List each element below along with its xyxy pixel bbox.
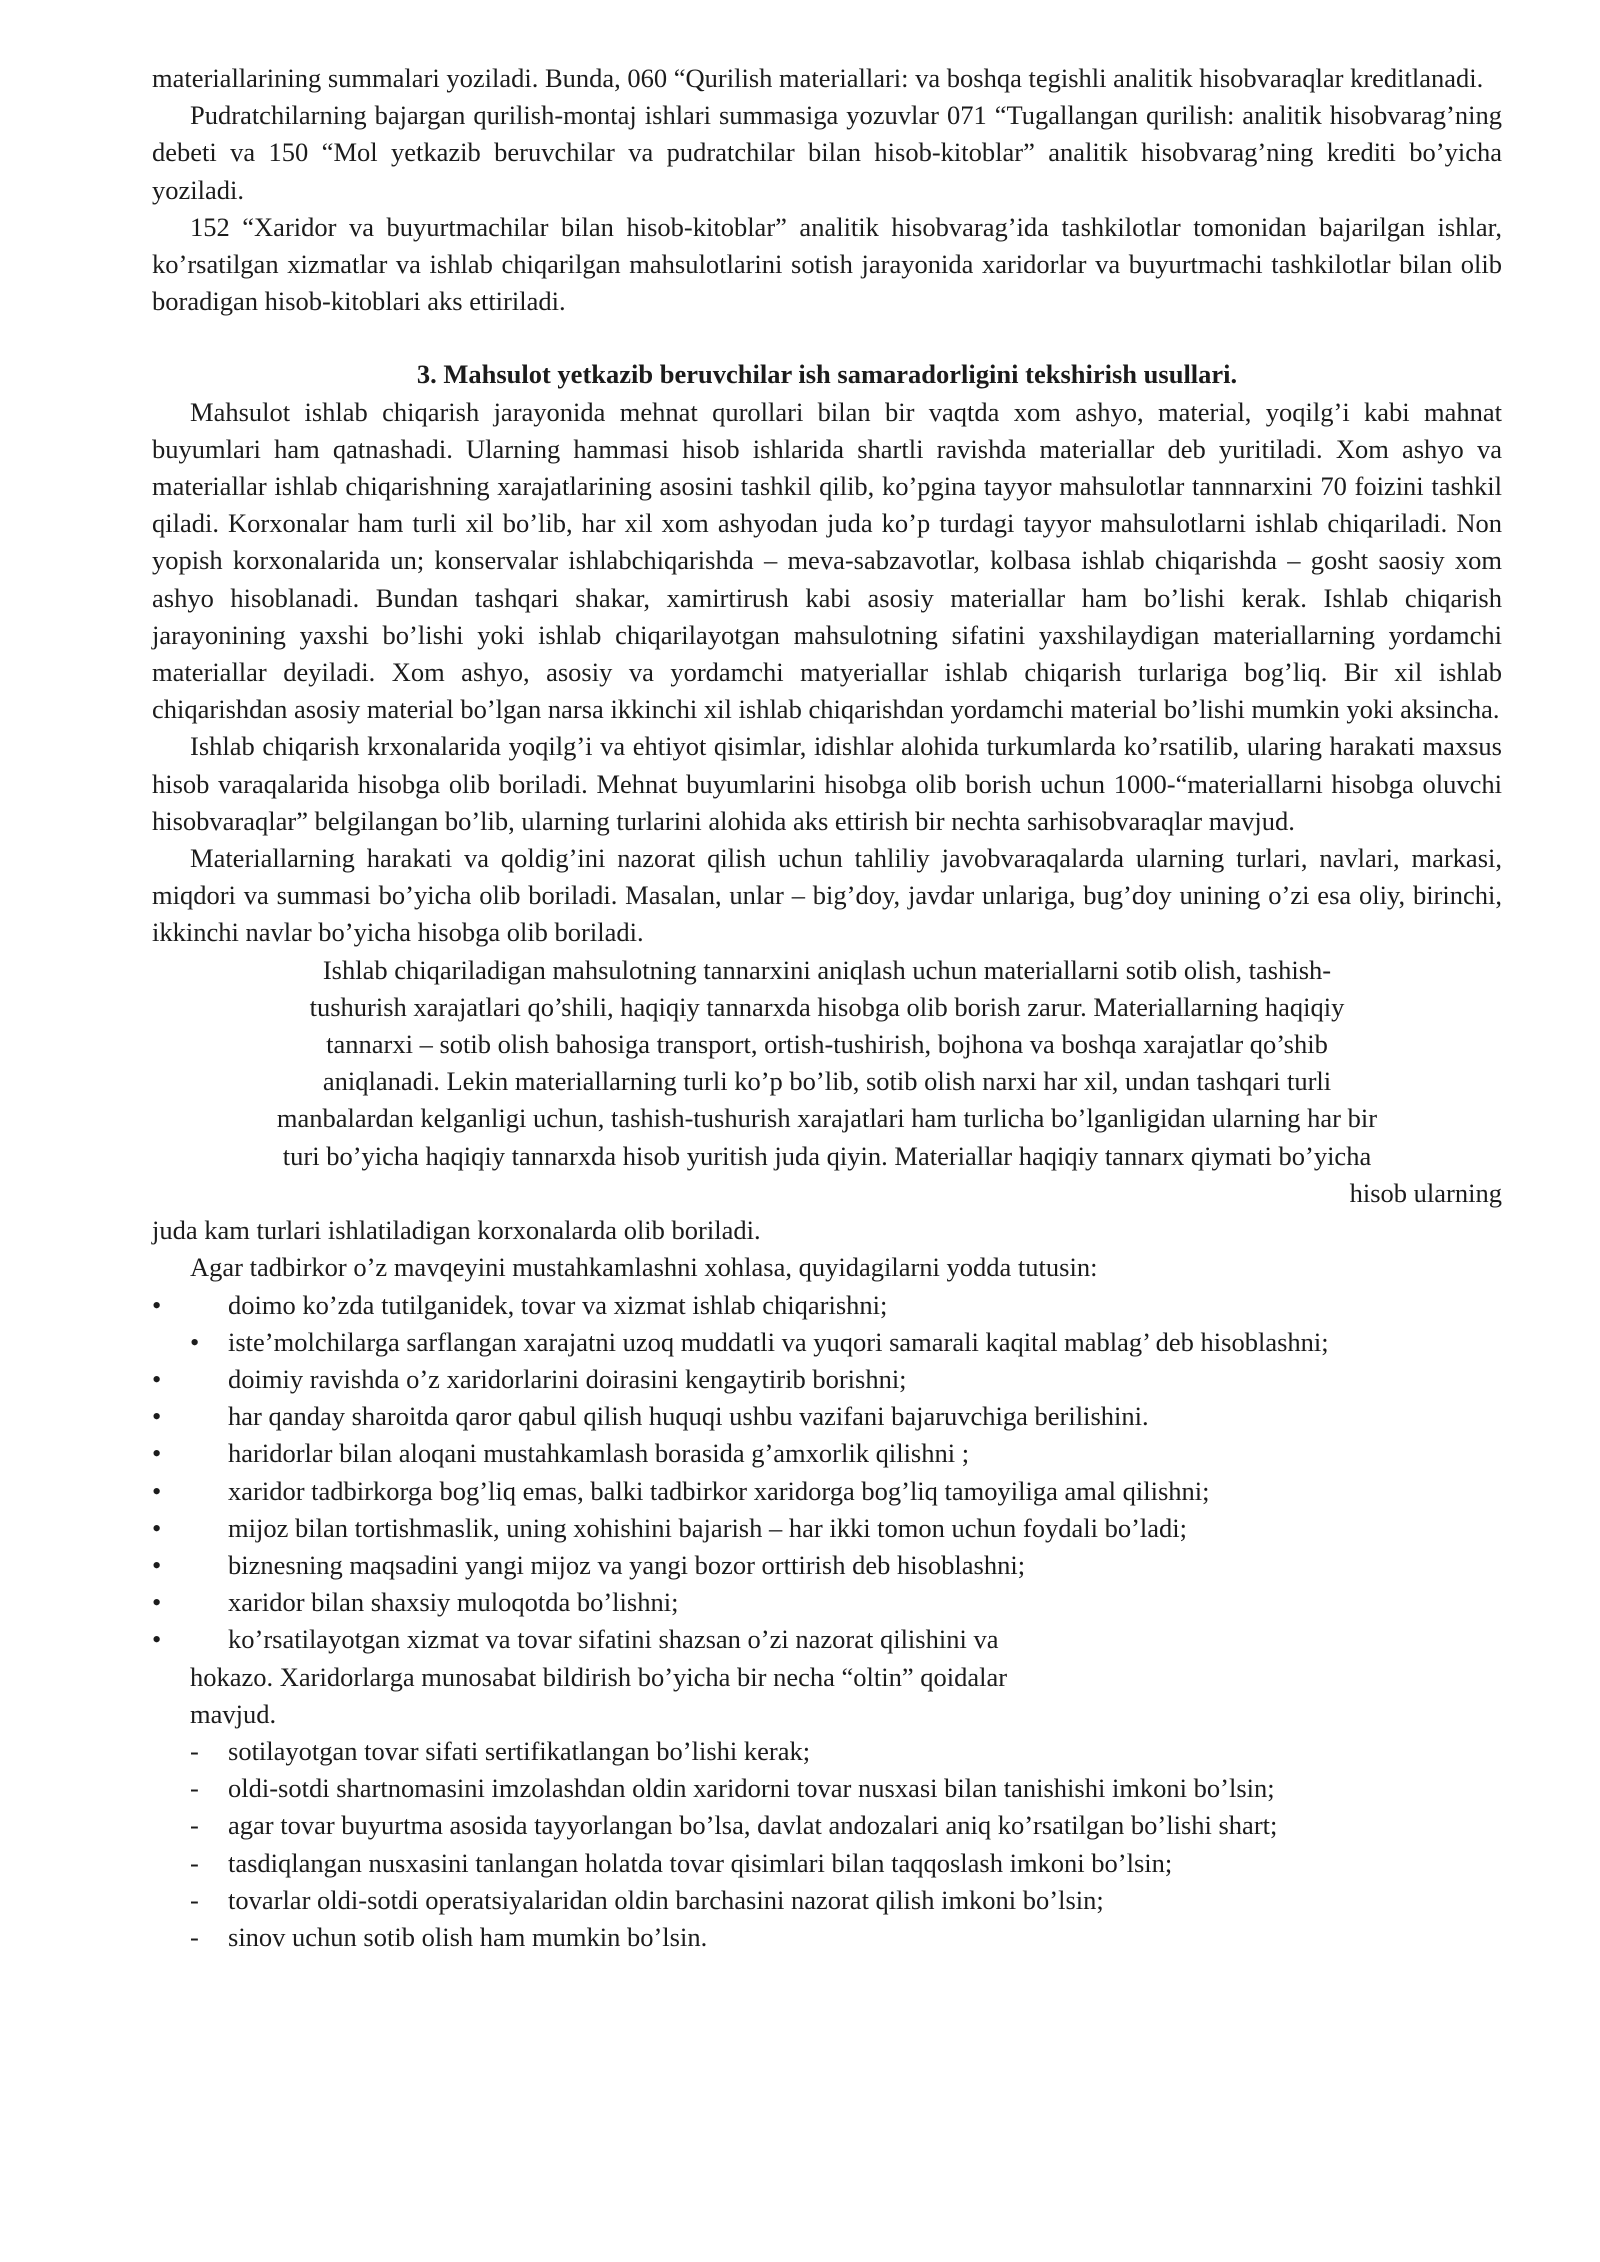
paragraph-account-152: 152 “Xaridor va buyurtmachilar bilan hisob-kitoblar” analitik hisobvarag’ida tashkilotlar tomonidan bajarilgan ishlar, ko’rsatilgan xizmatlar va ishlab chiqarilgan mahsulotlarini sotish jarayonida xaridorlar va buyurtmachi tashkilotlar bilan olib boradigan hisob-kitoblari aks ettiriladi.	[152, 211, 1502, 317]
list-item-text: ko’rsatilayotgan xizmat va tovar sifatini shazsan o’zi nazorat qilishini va	[228, 1624, 999, 1655]
list-item-text: oldi-sotdi shartnomasini imzolashdan oldin xaridorni tovar nusxasi bilan tanishishi imkoni bo’lsin;	[228, 1773, 1275, 1804]
centered-line: turi bo’yicha haqiqiy tannarxda hisob yuritish juda qiyin. Materiallar haqiqiy tannarx qiymati bo’yicha	[282, 1140, 1372, 1171]
list-item	[152, 1733, 1502, 1770]
list-item	[152, 1845, 1502, 1882]
list-item	[152, 1324, 1502, 1361]
paragraph-continuation: materiallarining summalari yoziladi. Bunda, 060 “Qurilish materiallari: va boshqa tegishli analitik hisobvaraqlar kreditlanadi.	[152, 63, 1484, 93]
list-item-text: sotilayotgan tovar sifati sertifikatlangan bo’lishi kerak;	[228, 1735, 811, 1766]
bullet-icon: •	[152, 1438, 162, 1469]
bullet-icon: •	[152, 1475, 162, 1506]
dash-icon: -	[190, 1884, 199, 1915]
list-item-text: sinov uchun sotib olish ham mumkin bo’lsin.	[228, 1921, 708, 1952]
list-item-text: iste’molchilarga sarflangan xarajatni uzoq muddatli va yuqori samarali kaqital mablag’ deb hisoblashni;	[228, 1326, 1329, 1357]
list-item	[152, 1287, 1502, 1324]
paragraph-contractors: Pudratchilarning bajargan qurilish-montaj ishlari summasiga yozuvlar 071 “Tugallangan qurilish: analitik hisobvarag’ning debeti va 150 “Mol yetkazib beruvchilar va pudratchilar bilan hisob-kitoblar” analitik hisobvarag’ning krediti bo’yicha yoziladi.	[152, 100, 1502, 205]
bullet-icon: •	[190, 1326, 200, 1357]
list-item	[152, 1510, 1502, 1547]
section-heading: 3. Mahsulot yetkazib beruvchilar ish samaradorligini tekshirish usullari.	[416, 359, 1238, 390]
list-item-text: doimiy ravishda o’z xaridorlarini doirasini kengaytirib borishni;	[228, 1363, 907, 1394]
bullet-icon: •	[152, 1587, 162, 1618]
right-aligned-line: hisob ularning	[1349, 1177, 1502, 1208]
list-item-text: doimo ko’zda tutilganidek, tovar va xizmat ishlab chiqarishni;	[228, 1289, 888, 1320]
list-item	[152, 1919, 1502, 1956]
dash-icon: -	[190, 1810, 199, 1841]
paragraph-tail-line: juda kam turlari ishlatiladigan korxonalarda olib boriladi.	[152, 1215, 761, 1246]
paragraph-material-control: Materiallarning harakati va qoldig’ini nazorat qilish uchun tahliliy javobvaraqalarda ularning turlari, navlari, markasi, miqdori va summasi bo’yicha olib boriladi. Masalan, unlar – big’doy, javdar unlariga, bug’doy unining o’zi esa oliy, birinchi, ikkinchi navlar bo’yicha hisobga olib boriladi.	[152, 843, 1502, 948]
bullet-icon: •	[152, 1549, 162, 1580]
list-item	[152, 1770, 1502, 1807]
list-intro: Agar tadbirkor o’z mavqeyini mustahkamlashni xohlasa, quyidagilarni yodda tutusin:	[190, 1252, 1098, 1283]
centered-line: tannarxi – sotib olish bahosiga transport, ortish-tushirish, bojhona va boshqa xarajatlar qo’shib	[326, 1029, 1328, 1060]
paragraph-cost-price	[152, 952, 1502, 1212]
list-item-text: tasdiqlangan nusxasini tanlangan holatda tovar qisimlari bilan taqqoslash imkoni bo’lsin;	[228, 1847, 1173, 1878]
list-item-text: xaridor tadbirkorga bog’liq emas, balki tadbirkor xaridorga bog’liq tamoyiliga amal qilishni;	[228, 1475, 1210, 1506]
list-item	[152, 1882, 1502, 1919]
list-item-text: agar tovar buyurtma asosida tayyorlangan bo’lsa, davlat andozalari aniq ko’rsatilgan bo’lishi shart;	[228, 1810, 1278, 1841]
text-line: mavjud.	[190, 1698, 277, 1729]
list-item	[152, 1807, 1502, 1844]
dash-icon: -	[190, 1773, 199, 1804]
paragraph-golden-rules	[152, 1659, 1502, 1733]
list-item	[152, 1473, 1502, 1510]
list-item-text: haridorlar bilan aloqani mustahkamlash borasida g’amxorlik qilishni ;	[228, 1438, 970, 1469]
list-item	[152, 1361, 1502, 1398]
paragraph-fuel-spare-parts: Ishlab chiqarish krxonalarida yoqilg’i va ehtiyot qisimlar, idishlar alohida turkumlarda ko’rsatilib, ularing harakati maxsus hisob varaqalarida hisobga olib boriladi. Mehnat buyumlarini hisobga olib borish uchun 1000-“materiallarni hisobga oluvchi hisobvaraqlar” belgilangan bo’lib, ularning turlarini alohida aks ettirish bir nechta sarhisobvaraqlar mavjud.	[152, 731, 1502, 836]
bullet-list	[152, 1287, 1502, 1659]
list-item-text: har qanday sharoitda qaror qabul qilish huquqi ushbu vazifani bajaruvchiga berilishini.	[228, 1401, 1149, 1432]
list-item-text: biznesning maqsadini yangi mijoz va yangi bozor orttirish deb hisoblashni;	[228, 1549, 1026, 1580]
dash-icon: -	[190, 1847, 199, 1878]
list-item-text: tovarlar oldi-sotdi operatsiyalaridan oldin barchasini nazorat qilish imkoni bo’lsin;	[228, 1884, 1104, 1915]
list-item	[152, 1435, 1502, 1472]
list-item-text: xaridor bilan shaxsiy muloqotda bo’lishni;	[228, 1587, 679, 1618]
list-item	[152, 1584, 1502, 1621]
dash-list	[152, 1733, 1502, 1956]
list-item	[152, 1547, 1502, 1584]
bullet-icon: •	[152, 1512, 162, 1543]
centered-line: tushurish xarajatlari qo’shili, haqiqiy tannarxda hisobga olib borish zarur. Materiallarning haqiqiy	[309, 991, 1345, 1022]
dash-icon: -	[190, 1735, 199, 1766]
bullet-icon: •	[152, 1289, 162, 1320]
bullet-icon: •	[152, 1624, 162, 1655]
centered-line: Ishlab chiqariladigan mahsulotning tannarxini aniqlash uchun materiallarni sotib olish, tashish-	[322, 954, 1332, 985]
text-line: hokazo. Xaridorlarga munosabat bildirish bo’yicha bir necha “oltin” qoidalar	[190, 1661, 1008, 1692]
list-item	[152, 1621, 1502, 1658]
centered-line: manbalardan kelganligi uchun, tashish-tushurish xarajatlari ham turlicha bo’lganligidan ularning har bir	[276, 1103, 1378, 1134]
bullet-icon: •	[152, 1363, 162, 1394]
bullet-icon: •	[152, 1401, 162, 1432]
list-item	[152, 1398, 1502, 1435]
centered-line: aniqlanadi. Lekin materiallarning turli ko’p bo’lib, sotib olish narxi har xil, undan tashqari turli	[322, 1066, 1332, 1097]
paragraph-materials-intro: Mahsulot ishlab chiqarish jarayonida mehnat qurollari bilan bir vaqtda xom ashyo, material, yoqilg’i kabi mahnat buyumlari ham qatnashadi. Ularning hammasi hisob ishlarida shartli ravishda materiallar deb yuritiladi. Xom ashyo va materiallar ishlab chiqarishning xarajatlarining asosini tashkil qilib, ko’pgina tayyor mahsulotlar tannnarxini 70 foizini tashkil qiladi. Korxonalar ham turli xil bo’lib, har xil xom ashyodan juda ko’p turdagi tayyor mahsulotlarni ishlab chiqariladi. Non yopish korxonalarida un; konservalar ishlabchiqarishda – meva-sabzavotlar, kolbasa ishlab chiqarishda – gosht saosiy xom ashyo hisoblanadi. Bundan tashqari shakar, xamirtirush kabi asosiy materiallar ham bo’lishi kerak. Ishlab chiqarish jarayonining yaxshi bo’lishi yoki ishlab chiqarilayotgan mahsulotning sifatini yaxshilaydigan materiallarning yordamchi materiallar deyiladi. Xom ashyo, asosiy va yordamchi matyeriallar ishlab chiqarish turlariga bog’liq. Bir xil ishlab chiqarishdan asosiy material bo’lgan narsa ikkinchi xil ishlab chiqarishdan yordamchi material bo’lishi mumkin yoki aksincha.	[152, 396, 1502, 725]
dash-icon: -	[190, 1921, 199, 1952]
list-item-text: mijoz bilan tortishmaslik, uning xohishini bajarish – har ikki tomon uchun foydali bo’ladi;	[228, 1512, 1188, 1543]
